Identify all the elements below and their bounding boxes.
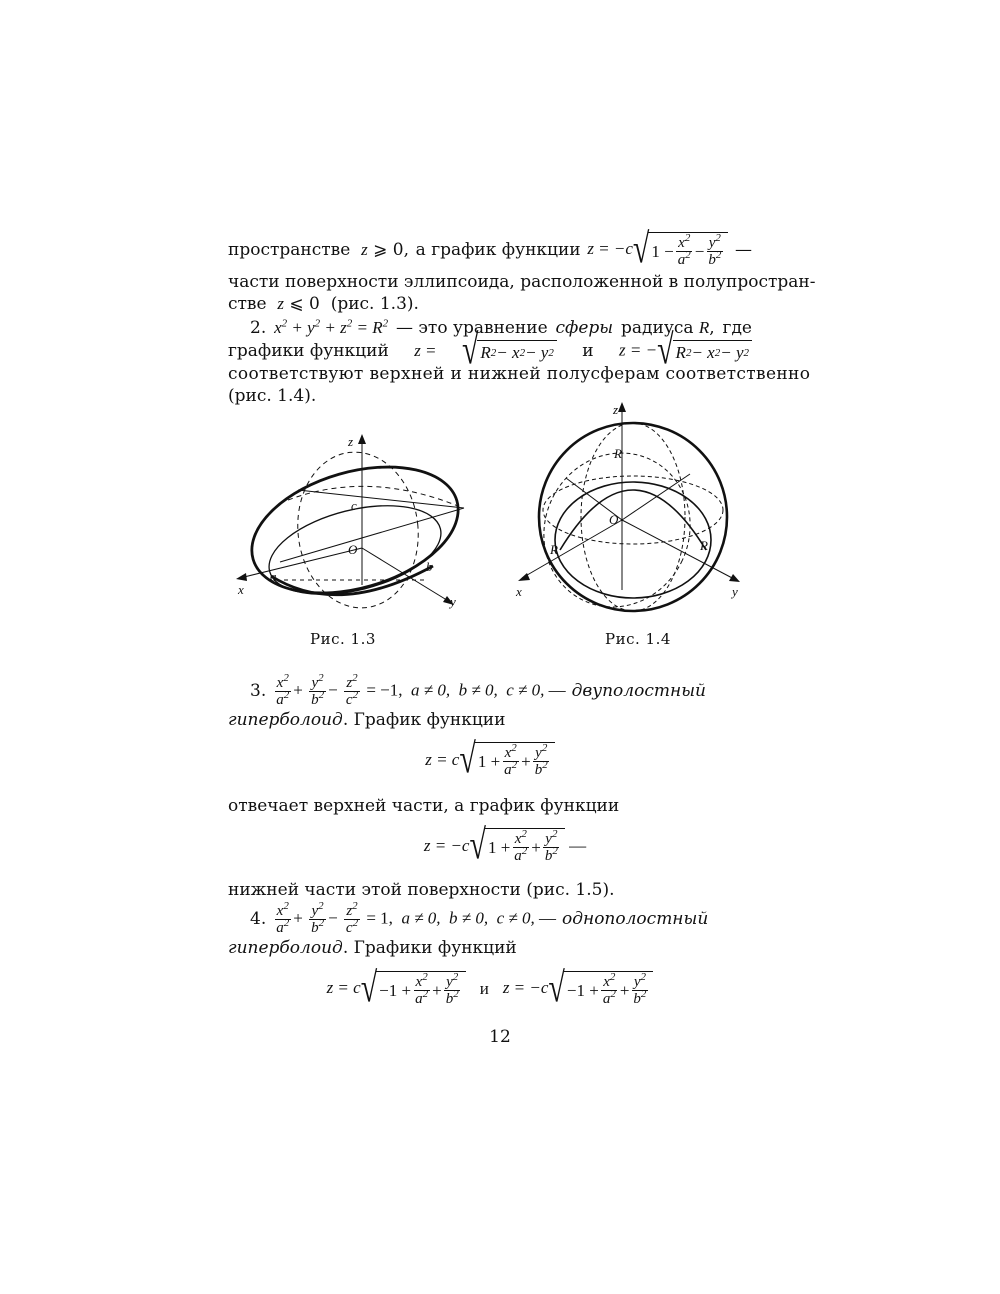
text-line-3: стве z ⩽ 0 (рис. 1.3). bbox=[228, 294, 419, 314]
sphere-outline bbox=[539, 423, 727, 611]
label-y: y bbox=[732, 584, 738, 599]
text-line-4: 2. $x^2 + y^2 + z^2 = R^2$ — это уравнение сферы радиуса R, где bbox=[250, 317, 752, 338]
label-O: O bbox=[348, 542, 358, 557]
formula-upper-sheet: z = c √ 1 + $\frac{x^2}{a^2}$ + $\frac{y^2}{b^2}$ bbox=[228, 738, 752, 782]
label-b: b bbox=[426, 559, 433, 574]
page-number: 12 bbox=[489, 1027, 511, 1047]
label-z: z bbox=[613, 402, 619, 417]
label-z: z bbox=[348, 434, 354, 449]
formula-lower-sheet: z = −c √ 1 + $\frac{x^2}{a^2}$ + $\frac{y^2}{b^2}$ — bbox=[423, 822, 587, 869]
text-line-7: (рис. 1.4). bbox=[228, 386, 317, 406]
x-axis bbox=[522, 520, 622, 578]
label-y: y bbox=[450, 594, 456, 609]
y-axis bbox=[622, 520, 736, 580]
label-c: c bbox=[351, 498, 357, 513]
text-line-9: гиперболоид. График функции bbox=[228, 710, 506, 730]
label-R-right: R bbox=[700, 538, 708, 553]
label-x: x bbox=[238, 582, 244, 597]
y-arrowhead bbox=[729, 574, 740, 582]
x-arrowhead bbox=[236, 573, 247, 581]
z-arrowhead bbox=[358, 434, 366, 444]
figure-1-4-sphere bbox=[512, 400, 752, 615]
caption-fig-1-3: Рис. 1.3 bbox=[310, 630, 376, 648]
label-R-top: R bbox=[614, 446, 622, 461]
text-line-8: 3. $\frac{x^2}{a^2}$ + $\frac{y^2}{b^2}$ − $\frac{z^2}{c^2}$ = −1, a ≠ 0, b ≠ 0, c ≠ 0, — двуполостный bbox=[250, 671, 706, 708]
text-line-13: гиперболоид. Графики функций bbox=[228, 938, 517, 958]
text-line-11: нижней части этой поверхности (рис. 1.5). bbox=[228, 880, 615, 900]
caption-fig-1-4: Рис. 1.4 bbox=[605, 630, 671, 648]
text-line-12: 4. $\frac{x^2}{a^2}$ + $\frac{y^2}{b^2}$ − $\frac{z^2}{c^2}$ = 1, a ≠ 0, b ≠ 0, c ≠ 0, — однополостный bbox=[250, 899, 709, 936]
great-circle-front bbox=[555, 482, 711, 598]
text-line-6: соответствуют верхней и нижней полусферам соответственно bbox=[228, 364, 811, 384]
figure-1-3-ellipsoid bbox=[228, 430, 488, 620]
label-a: a bbox=[270, 569, 277, 584]
text-line-10: отвечает верхней части, а график функции bbox=[228, 796, 620, 816]
text-line-2: части поверхности эллипсоида, расположенной в полупростран- bbox=[228, 272, 816, 292]
back-dashed-arc bbox=[288, 486, 458, 506]
label-x: x bbox=[516, 584, 522, 599]
ellipsoid-outline bbox=[237, 445, 473, 615]
label-O: O bbox=[609, 512, 619, 527]
formula-one-sheet: z = c √ −1 + $\frac{x^2}{a^2}$ + $\frac{y^2}{b^2}$ и z = −c √ −1 + $\frac{x^2}{a^2}$ + $\frac{y^2}{b^2}$ bbox=[228, 966, 752, 1012]
text-line-5: графики функций z = √ R 2 − x 2 − y 2 и z = − √ R 2 − x 2 − y 2 bbox=[228, 338, 752, 364]
z-arrowhead bbox=[618, 402, 626, 412]
y-axis bbox=[362, 548, 450, 602]
label-R-left: R bbox=[550, 542, 558, 557]
axis-back-right bbox=[622, 474, 690, 520]
meridian-dashed bbox=[581, 423, 685, 611]
text-line-1: пространстве z ⩾ 0, а график функции z = −c √ 1 − $\frac{x^2}{a^2}$ − $\frac{y^2}{b^2}$ — bbox=[228, 226, 752, 273]
